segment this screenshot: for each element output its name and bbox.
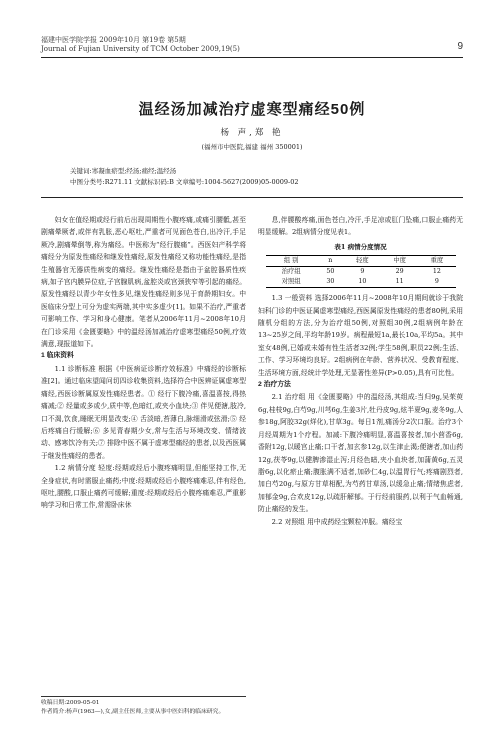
body-paragraph: 妇女在值经期或经行前后出现周期性小腹疼痛,或痛引腰骶,甚至剧痛晕厥者,或伴有乳胀,恶心呕吐,严重者可见面色苍白,出冷汗,手足厥冷,剧痛晕倒等,称为痛经。中医称为“经行腹痛”。西医妇产科学将痛经分为原发性痛经和继发性痛经,原发性痛经又称功能性痛经,是指生殖器官无器质性病变的痛经。继发性痛经是指由于盆腔器质性疾病,如子宫内膜异位症,子宫腺肌病,盆腔炎或宫颈狭窄等引起的痛经。原发性痛经以青少年女性多见,继发性痛经则多见于育龄期妇女。中医临床分型上可分为虚实两端,其中实多虚少[1]。如果不治疗,严重者可影响工作、学习和身心健康。笔者从2006年11月~2008年10月在门诊采用《金匮要略》中的温经汤加减治疗虚寒型痛经50例,疗效满意,现报道如下。 [41, 216, 246, 349]
affiliation: (福州市中医院,福建 福州 350001) [201, 143, 303, 151]
table-header-cell: 轻度 [356, 257, 369, 265]
body-paragraph: 2.2 对照组 用中成药经宝颗粒冲服。痛经宝 [271, 517, 403, 526]
body-paragraph: 2.1 治疗组 用《金匮要略》中的温经汤,其组成:当归9g,吴茱萸6g,桂枝9g,白芍9g,川芎6g,生姜3片,牡丹皮9g,炫半夏9g,麦冬9g,人参18g,阿胶32g(烊化),甘草3g。每日1剂,痛汤分2次口服。治疗3个月经周期为1个疗程。加减:下腹冷痛明显,喜温喜按者,加小茴香6g,香附12g,以暖宫止痛;口干者,加玄参12g,以生津止渴;便溏者,加山药12g,茯苓9g,以健脾渗湿止泻;月经色暗,夹小血块者,加蒲黄6g,五灵脂6g,以化瘀止痛;腹胀满不适者,加砂仁4g,以温胃行气;疼痛剧烈者,加白芍20g,与原方甘草相配,为芍药甘草汤,以缓急止痛;情绪焦虑者,加郁金9g,合欢皮12g,以疏肝解郁。于行经前服药,以利于气血畅通,防止痛经的发生。 [258, 393, 463, 514]
table-caption: 表1 病情分度情况 [334, 242, 387, 251]
table-row [266, 277, 456, 288]
keywords: 关键词:寒凝血瘀型;经汤;痛经;温经汤 [70, 167, 177, 175]
table-cell: 30 [326, 278, 335, 286]
body-paragraph: 1.2 病情分度 轻度:经期或经后小腹疼痛明显,但能坚持工作,无全身症状,有时需服止痛药;中度:经期或经后小腹疼痛难忍,伴有经色,呕吐,腰酸,口服止痛药可缓解;重度:经期或经后小腹疼痛难忍,严重影响学习和日常工作,常需卧床休 [41, 464, 246, 510]
right-column-bottom [258, 292, 463, 528]
table-body [266, 267, 456, 288]
right-column-top [258, 214, 463, 239]
table-cell: 11 [395, 278, 404, 286]
severity-table [266, 255, 456, 288]
table-cell: 治疗组 [281, 268, 301, 276]
journal-header-en: Journal of Fujian University of TCM October 2009,19(5) [41, 45, 240, 53]
journal-header-cn: 福建中医学院学报 2009年10月 第19卷 第5期 [41, 36, 186, 44]
table-cell: 50 [326, 268, 335, 276]
journal-header [41, 36, 463, 54]
header-rule [41, 57, 463, 58]
table-row [266, 267, 456, 278]
classification-line: 中图分类号:R271.11 文献标识码:B 文章编号:1004-5627(2009)05-0009-02 [70, 178, 299, 186]
page-number: 9 [457, 41, 463, 52]
table-header-cell: 重度 [430, 257, 444, 265]
article-title: 温经汤加减治疗虚寒型痛经50例 [138, 101, 366, 118]
table-cell: 29 [395, 268, 404, 276]
footnote [41, 696, 246, 717]
table-header-cell: 中度 [393, 257, 406, 265]
section-heading: 2 治疗方法 [258, 381, 291, 389]
table-header-row [266, 256, 456, 267]
table-cell: 12 [432, 268, 441, 276]
table-cell: 对照组 [281, 278, 301, 286]
body-paragraph: 1.3 一般资料 选择2006年11月~2008年10月期间就诊于我院妇科门诊的中医证属虚寒型痛经,西医属原发性痛经的患者80例,采用随机分组的方法,分为治疗组50例,对照组30例,2组病例年龄在13~25岁之间,平均年龄19岁。病程最短1a,最长10a,平均5a。其中室女48例,已婚或未婚有性生活者32例;学生58例,职员22例;生活、工作、学习环境均良好。2组病例在年龄、营养状况、受教育程度、生活环境方面,经统计学处理,无显著性差异(P>0.05),具有可比性。 [258, 294, 463, 377]
meta-rule [41, 197, 463, 198]
right-column [258, 214, 463, 528]
authors: 杨 声,郑 艳 [220, 128, 284, 138]
table-header-cell: n [328, 257, 333, 265]
table-cell: 10 [358, 278, 367, 286]
left-column [41, 214, 246, 512]
body-paragraph: 息,伴腰酸疼痛,面色苍白,冷汗,手足凉或肛门坠痛,口服止痛药无明显缓解。2组病情分度见表1。 [258, 216, 463, 237]
footnote-author: 作者简介:杨声(1963—),女,副主任医师,主要从事中医妇科的临床研究。 [41, 709, 225, 715]
table-cell: 9 [434, 278, 439, 286]
table-header-cell: 组 别 [283, 257, 299, 265]
table-cell: 9 [360, 268, 365, 276]
body-paragraph: 1.1 诊断标准 根据《中医病证诊断疗效标准》中痛经的诊断标准[2]。通过临床望闻问切四诊收集资料,选择符合中医辨证属虚寒型痛经,西医诊断属原发性痛经患者。① 经行下腹冷痛,喜温喜按,得热痛减;② 经量或多或少,质中等,色暗红,或夹小血块;③ 伴见便溏,肢冷,口不渴,饮食,睡眠无明显改变;④ 舌淡暗,苔薄白,脉细滑或弦滑;⑤ 经后疼痛自行缓解;⑥ 多见青春期少女,常与生活与环境改变、情绪波动、感寒饮冷有关;⑦ 排除中医不属于虚寒型痛经的患者,以及西医属于继发性痛经的患者。 [41, 364, 246, 460]
section-heading: 1 临床资料 [41, 352, 74, 360]
footnote-received: 收稿日期:2009-05-01 [41, 700, 100, 706]
